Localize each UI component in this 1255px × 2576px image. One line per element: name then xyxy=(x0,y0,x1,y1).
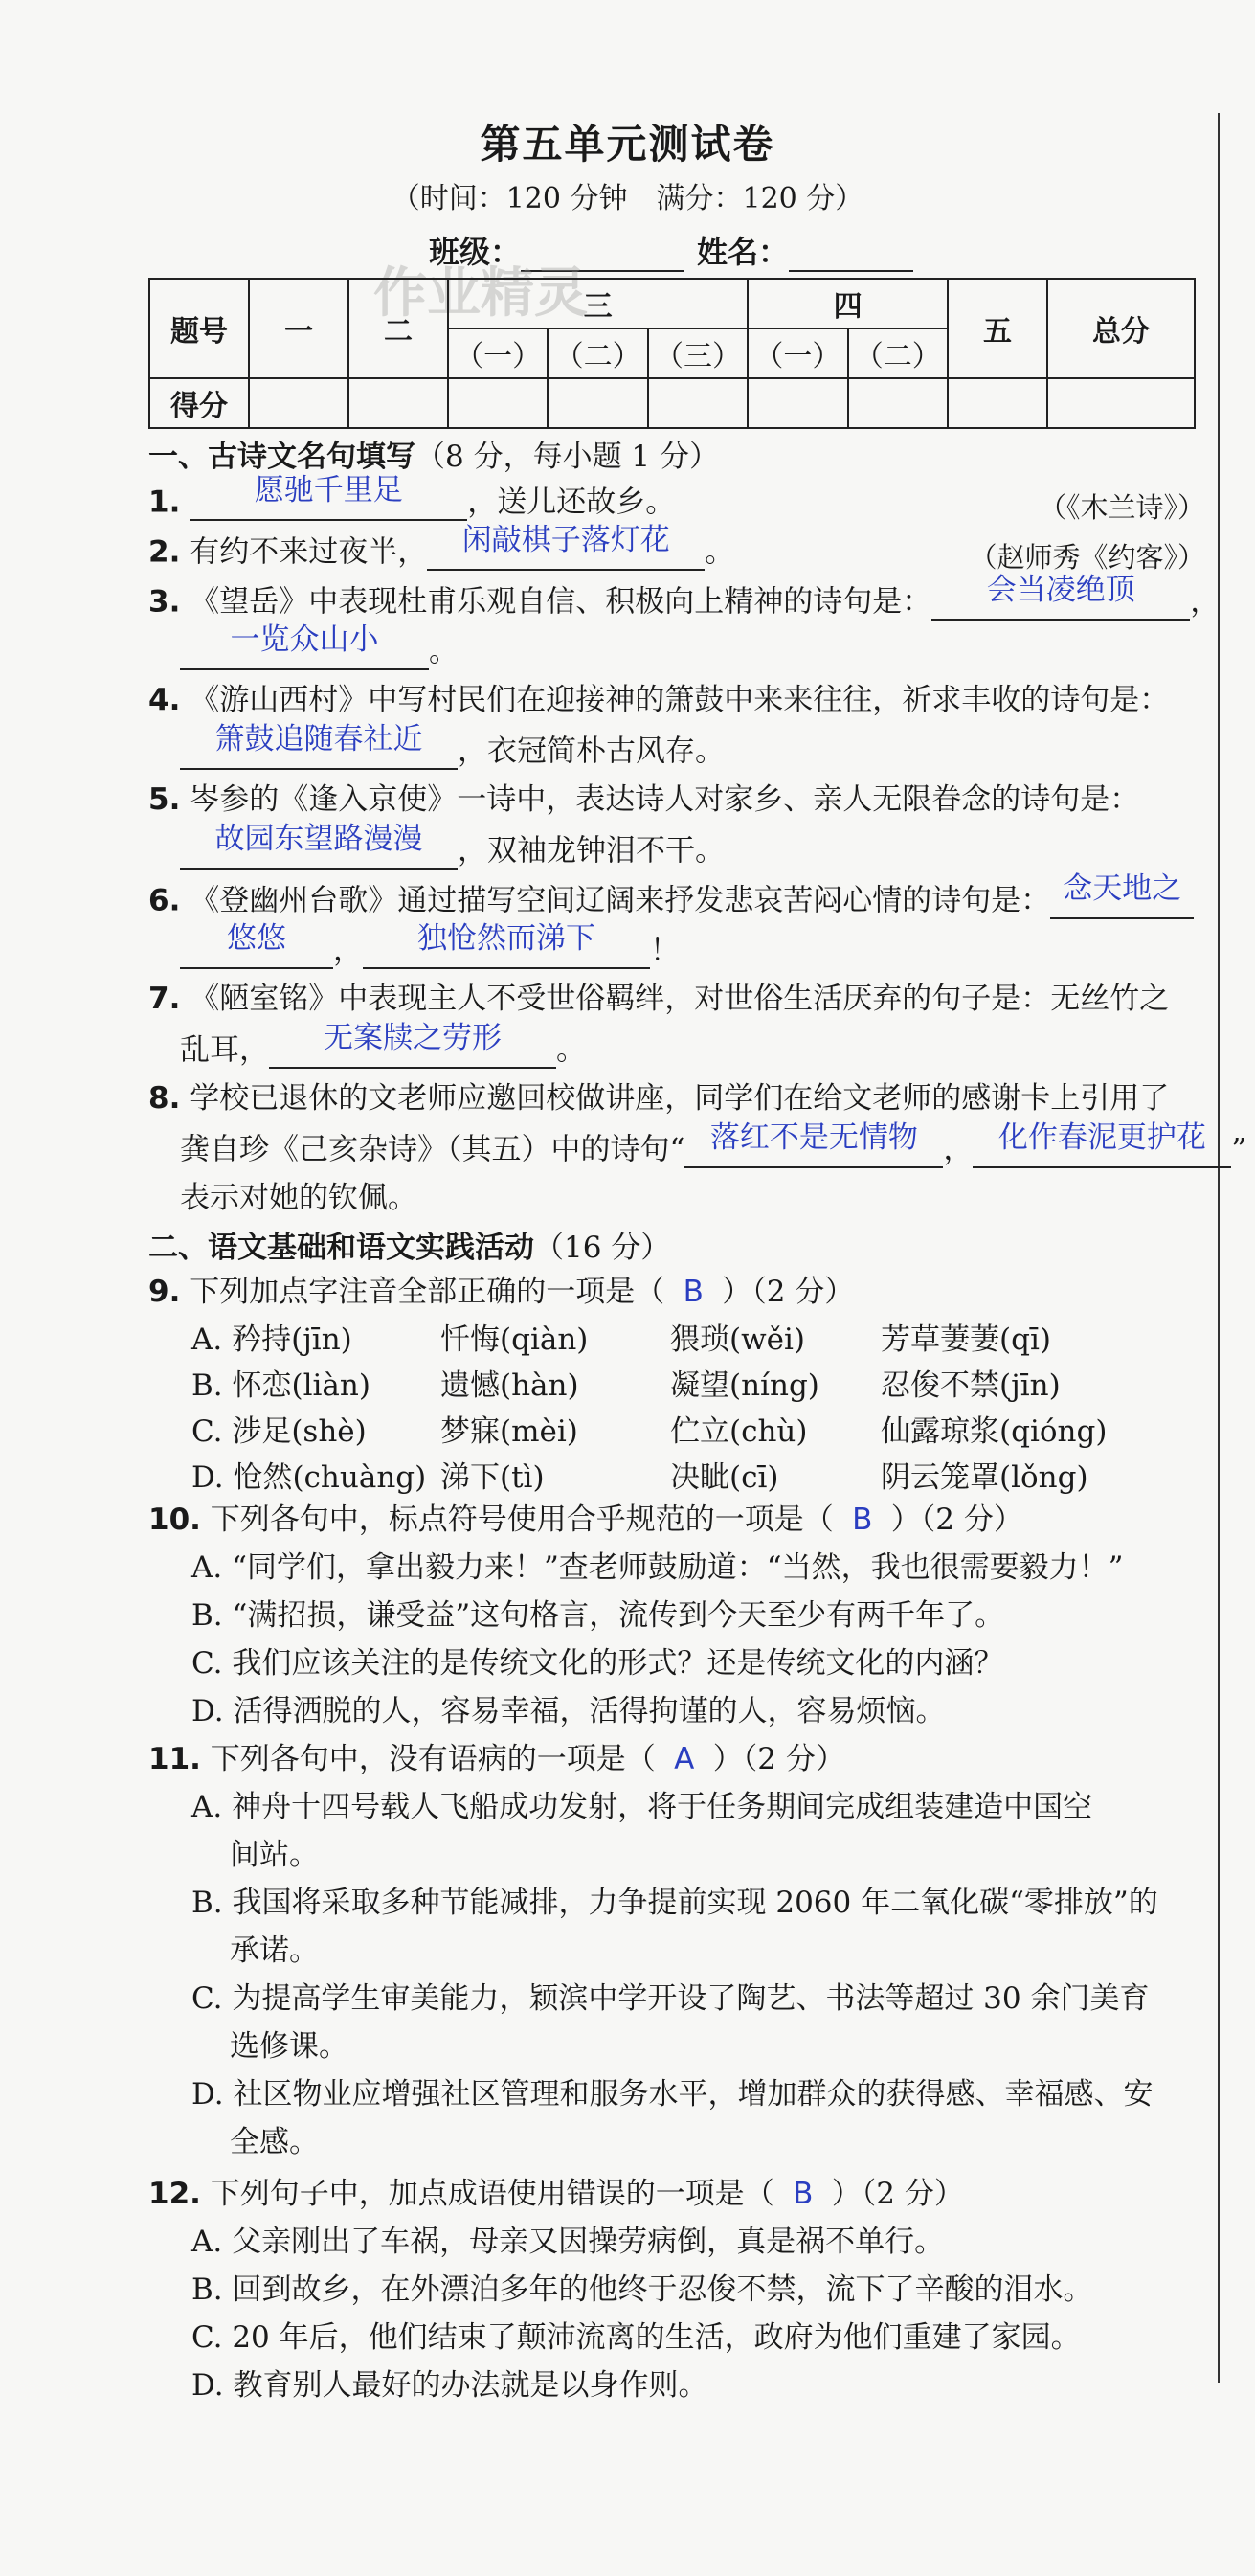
name-blank[interactable] xyxy=(789,270,913,272)
margin-line xyxy=(1218,113,1220,2383)
q10-option-a[interactable]: A. “同学们，拿出毅力来！”查老师鼓励道：“当然，我也很需要毅力！” xyxy=(191,1550,1124,1585)
question-6-line2: 悠悠 ， 独怆然而涕下 ！ xyxy=(180,931,680,969)
header-cell: 三 xyxy=(448,279,748,328)
score-row-label: 得分 xyxy=(149,378,249,428)
q12-option-d[interactable]: D. 教育别人最好的办法就是以身作则。 xyxy=(191,2368,708,2403)
q11-option-c[interactable]: C. 为提高学生审美能力，颖滨中学开设了陶艺、书法等超过 30 余门美育 xyxy=(191,1981,1150,2016)
answer-blank[interactable]: 念天地之 xyxy=(1050,881,1194,919)
q10-option-b[interactable]: B. “满招损，谦受益”这句格言，流传到今天至少有两千年了。 xyxy=(191,1598,1005,1633)
q9-option[interactable]: B. 怀恋(liàn) xyxy=(191,1368,370,1403)
score-cell[interactable] xyxy=(848,378,948,428)
question-11: 11. 下列各句中，没有语病的一项是（ A ）（2 分） xyxy=(148,1742,845,1776)
answer-blank[interactable]: 悠悠 xyxy=(180,931,333,969)
q9-option-item: 芳草萋萋(qī) xyxy=(881,1322,1051,1357)
question-8: 8. 学校已退休的文老师应邀回校做讲座，同学们在给文老师的感谢卡上引用了 xyxy=(148,1081,1170,1116)
answer-blank[interactable]: 愿驰千里足 xyxy=(190,483,467,521)
question-5: 5. 岑参的《逢入京使》一诗中，表达诗人对家乡、亲人无限眷念的诗句是： xyxy=(148,782,1140,817)
answer-blank[interactable]: 箫鼓追随春社近 xyxy=(180,732,458,770)
q10-option-c[interactable]: C. 我们应该关注的是传统文化的形式？还是传统文化的内涵？ xyxy=(191,1646,1004,1681)
score-cell[interactable] xyxy=(1047,378,1195,428)
question-12: 12. 下列句子中，加点成语使用错误的一项是（ B ）（2 分） xyxy=(148,2177,964,2211)
score-cell[interactable] xyxy=(348,378,448,428)
score-cell[interactable] xyxy=(548,378,647,428)
q11-option-c-cont: 选修课。 xyxy=(230,2029,348,2064)
sub-header-cell: （二） xyxy=(548,328,647,378)
answer-blank[interactable]: 闲敲棋子落灯花 xyxy=(427,532,705,571)
q9-option[interactable]: C. 涉足(shè) xyxy=(191,1414,367,1449)
answer-choice[interactable]: B xyxy=(683,1275,704,1309)
q9-option-item: 凝望(níng) xyxy=(670,1368,819,1403)
score-cell[interactable] xyxy=(748,378,847,428)
q9-option-item: 阴云笼罩(lǒng) xyxy=(881,1460,1088,1495)
question-6: 6. 《登幽州台歌》通过描写空间辽阔来抒发悲哀苦闷心情的诗句是： 念天地之 xyxy=(148,881,1194,919)
score-cell[interactable] xyxy=(948,378,1047,428)
q11-option-a-cont: 间站。 xyxy=(230,1838,319,1872)
q9-option-item: 涕下(tì) xyxy=(440,1460,545,1495)
question-8-line3: 表示对她的钦佩。 xyxy=(180,1181,417,1215)
question-7: 7. 《陋室铭》中表现主人不受世俗羁绊，对世俗生活厌弃的句子是：无丝竹之 xyxy=(148,982,1170,1016)
score-cell[interactable] xyxy=(448,378,548,428)
watermark: 作业精灵 xyxy=(373,262,588,325)
q11-option-a[interactable]: A. 神舟十四号载人飞船成功发射，将于任务期间完成组装建造中国空 xyxy=(191,1790,1093,1824)
q12-option-a[interactable]: A. 父亲刚出了车祸，母亲又因操劳病倒，真是祸不单行。 xyxy=(191,2225,945,2259)
question-7-line2: 乱耳， 无案牍之劳形 。 xyxy=(180,1021,586,1068)
answer-blank[interactable]: 故园东望路漫漫 xyxy=(180,831,458,870)
sub-header-cell: （一） xyxy=(748,328,847,378)
q9-option-item: 梦寐(mèi) xyxy=(440,1414,578,1449)
question-9: 9. 下列加点字注音全部正确的一项是（ B ）（2 分） xyxy=(148,1275,855,1309)
header-cell: 总分 xyxy=(1047,279,1195,378)
section1-heading: 一、古诗文名句填写（8 分，每小题 1 分） xyxy=(148,440,720,474)
section2-heading: 二、语文基础和语文实践活动（16 分） xyxy=(148,1231,671,1265)
name-field xyxy=(697,228,913,272)
question-3: 3. 《望岳》中表现杜甫乐观自信、积极向上精神的诗句是： 会当凌绝顶 ， xyxy=(148,573,1221,620)
answer-blank[interactable]: 化作春泥更护花 xyxy=(973,1130,1231,1168)
answer-blank[interactable]: 会当凌绝顶 xyxy=(931,582,1190,621)
header-cell: 一 xyxy=(249,279,348,378)
q9-option[interactable]: D. 怆然(chuàng) xyxy=(191,1460,427,1495)
score-table xyxy=(148,278,1196,429)
q9-option-item: 忍俊不禁(jīn) xyxy=(881,1368,1061,1403)
question-2: 2. 有约不来过夜半， 闲敲棋子落灯花 。 xyxy=(148,523,735,570)
question-8-line2: 龚自珍《己亥杂诗》（其五）中的诗句“ 落红不是无情物 ， 化作春泥更护花 ” xyxy=(180,1120,1247,1167)
header-cell: 四 xyxy=(748,279,948,328)
q9-option-item: 决眦(cī) xyxy=(670,1460,779,1495)
answer-choice[interactable]: B xyxy=(852,1503,873,1537)
question-3-line2: 一览众山小 。 xyxy=(180,632,459,670)
source-q1: （《木兰诗》） xyxy=(1038,491,1205,524)
q11-option-b-cont: 承诺。 xyxy=(230,1933,319,1968)
q9-option-item: 忏悔(qiàn) xyxy=(440,1322,589,1357)
source-q2: （赵师秀《约客》） xyxy=(969,541,1205,574)
question-1: 1. 愿驰千里足 ，送儿还故乡。 xyxy=(148,473,676,520)
q9-option[interactable]: A. 矜持(jīn) xyxy=(191,1322,352,1357)
q9-option-item: 猥琐(wěi) xyxy=(670,1322,805,1357)
sub-header-cell: （一） xyxy=(448,328,548,378)
answer-choice[interactable]: B xyxy=(793,2177,814,2211)
class-label: 班级： xyxy=(429,234,522,270)
q11-option-d[interactable]: D. 社区物业应增强社区管理和服务水平，增加群众的获得感、幸福感、安 xyxy=(191,2077,1154,2112)
header-cell: 二 xyxy=(348,279,448,378)
question-4: 4. 《游山西村》中写村民们在迎接神的箫鼓中来来往往，祈求丰收的诗句是： xyxy=(148,683,1170,717)
answer-choice[interactable]: A xyxy=(674,1742,695,1776)
answer-blank[interactable]: 独怆然而涕下 xyxy=(363,931,650,969)
page-subtitle: （时间：120 分钟 满分：120 分） xyxy=(391,182,864,215)
name-label: 姓名： xyxy=(697,234,790,270)
q9-option-item: 遗憾(hàn) xyxy=(440,1368,579,1403)
header-cell: 题号 xyxy=(149,279,249,378)
q11-option-b[interactable]: B. 我国将采取多种节能减排，力争提前实现 2060 年二氧化碳“零排放”的 xyxy=(191,1886,1158,1920)
q12-option-b[interactable]: B. 回到故乡，在外漂泊多年的他终于忍俊不禁，流下了辛酸的泪水。 xyxy=(191,2272,1093,2307)
q9-option-item: 仙露琼浆(qióng) xyxy=(881,1414,1108,1449)
answer-blank[interactable]: 无案牍之劳形 xyxy=(269,1030,556,1069)
q11-option-d-cont: 全感。 xyxy=(230,2125,319,2159)
page-title: 第五单元测试卷 xyxy=(480,121,775,168)
question-10: 10. 下列各句中，标点符号使用合乎规范的一项是（ B ）（2 分） xyxy=(148,1503,1023,1537)
score-cell[interactable] xyxy=(249,378,348,428)
q12-option-c[interactable]: C. 20 年后，他们结束了颠沛流离的生活，政府为他们重建了家园。 xyxy=(191,2320,1081,2355)
sub-header-cell: （三） xyxy=(648,328,748,378)
q9-option-item: 伫立(chù) xyxy=(670,1414,808,1449)
sub-header-cell: （二） xyxy=(848,328,948,378)
score-cell[interactable] xyxy=(648,378,748,428)
question-4-line2: 箫鼓追随春社近 ，衣冠简朴古风存。 xyxy=(180,732,725,770)
question-5-line2: 故园东望路漫漫 ，双袖龙钟泪不干。 xyxy=(180,831,725,870)
answer-blank[interactable]: 一览众山小 xyxy=(180,632,429,670)
q10-option-d[interactable]: D. 活得洒脱的人，容易幸福，活得拘谨的人，容易烦恼。 xyxy=(191,1694,946,1729)
header-cell: 五 xyxy=(948,279,1047,378)
answer-blank[interactable]: 落红不是无情物 xyxy=(684,1130,943,1168)
